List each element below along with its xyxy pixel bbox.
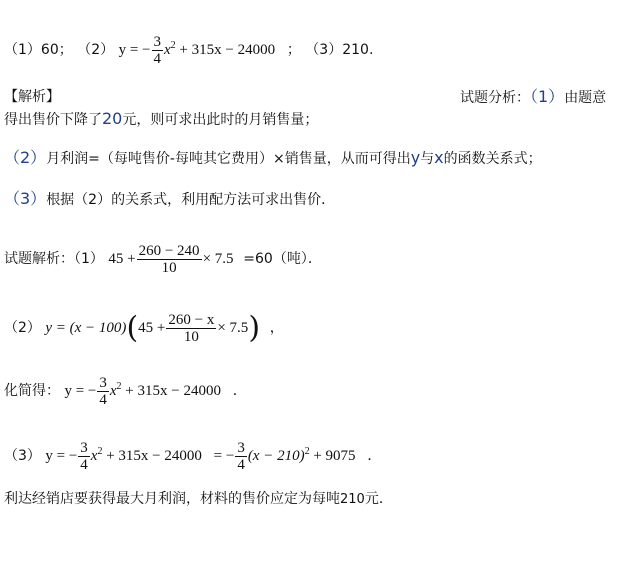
solution-part1 bbox=[4, 243, 322, 276]
analysis-text: 得出售价下降了 bbox=[4, 112, 102, 128]
analysis-text: 与 bbox=[420, 151, 435, 167]
separator: ； bbox=[286, 41, 301, 58]
answer-part1-label: （1） bbox=[4, 41, 41, 58]
analysis-right-label bbox=[460, 88, 606, 107]
answer-line bbox=[4, 34, 373, 67]
number: 210 bbox=[340, 492, 365, 507]
numerator: 3 bbox=[153, 34, 161, 50]
step-number: （3） bbox=[4, 189, 47, 208]
formula-text: × 7.5 bbox=[217, 319, 249, 336]
denominator: 4 bbox=[153, 51, 161, 67]
exponent: 2 bbox=[304, 445, 310, 457]
formula-text: (x − 210) bbox=[247, 447, 305, 464]
variable-x: x bbox=[90, 447, 98, 464]
analysis-text: 元，则可求出此时的月销售量； bbox=[122, 112, 319, 128]
result-text: =60（吨）． bbox=[243, 250, 322, 267]
fraction bbox=[152, 34, 164, 67]
denominator: 10 bbox=[161, 260, 177, 276]
numerator: 260 − x bbox=[168, 312, 215, 328]
formula-text: × 7.5 bbox=[202, 250, 234, 267]
period: ． bbox=[367, 447, 382, 464]
analysis-text: 的函数关系式； bbox=[443, 151, 542, 167]
analysis-step-2 bbox=[4, 149, 542, 168]
numerator: 3 bbox=[237, 440, 245, 456]
analysis-heading: 【解析】 bbox=[4, 89, 60, 105]
exponent: 2 bbox=[97, 445, 103, 457]
formula-text: = − bbox=[213, 447, 235, 464]
exponent: 2 bbox=[116, 380, 122, 392]
fraction bbox=[97, 375, 109, 408]
analysis-text: 由题意 bbox=[564, 90, 607, 106]
answer-part2-formula bbox=[118, 34, 279, 67]
solution-part3 bbox=[4, 440, 381, 473]
analysis-line-2 bbox=[4, 110, 318, 129]
solution-part2-formula bbox=[45, 310, 263, 346]
number: 20 bbox=[102, 109, 123, 128]
answer-part2-label: （2） bbox=[77, 41, 115, 58]
part-label: （3） bbox=[4, 447, 41, 464]
analysis-heading-line bbox=[4, 88, 60, 106]
exponent: 2 bbox=[170, 39, 176, 51]
simplify-label: 化简得： bbox=[4, 382, 60, 399]
part-label: （1） bbox=[74, 250, 104, 267]
numerator: 3 bbox=[99, 375, 107, 391]
fraction bbox=[166, 312, 216, 345]
formula-lhs: y = − bbox=[45, 447, 78, 464]
formula-tail: + 9075 bbox=[309, 447, 356, 464]
answer-part3-value: 210 bbox=[342, 41, 369, 58]
conclusion-text: 元． bbox=[364, 491, 393, 507]
fraction bbox=[137, 243, 202, 276]
variable-y: y bbox=[410, 148, 421, 167]
solution-heading: 试题解析： bbox=[4, 250, 74, 267]
fraction bbox=[235, 440, 247, 473]
variable-x: x bbox=[164, 41, 171, 58]
variable-x: x bbox=[109, 382, 117, 399]
numerator: 3 bbox=[80, 440, 88, 456]
denominator: 4 bbox=[237, 457, 245, 473]
formula-tail: + 315x − 24000 bbox=[175, 41, 276, 58]
separator: ， bbox=[269, 319, 284, 336]
formula-text: + 315x − 24000 bbox=[102, 447, 202, 464]
conclusion-text: 利达经销店要获得最大月利润，材料的售价应定为每吨 bbox=[4, 491, 340, 507]
solution-part1-formula bbox=[108, 243, 237, 276]
denominator: 4 bbox=[99, 392, 107, 408]
formula-text: 45 + bbox=[108, 250, 136, 267]
analysis-text: 月利润=（每吨售价-每吨其它费用）×销售量，从而可得出 bbox=[46, 151, 411, 167]
solution-part3-formula bbox=[45, 440, 359, 473]
simplified-line bbox=[4, 375, 247, 408]
separator: ； bbox=[58, 41, 73, 58]
variable-x: x bbox=[434, 148, 444, 167]
formula-text: y = (x − 100) bbox=[45, 319, 127, 336]
analysis-label: 试题分析： bbox=[460, 90, 530, 106]
period: ． bbox=[232, 382, 247, 399]
analysis-step-3 bbox=[4, 190, 335, 209]
numerator: 260 − 240 bbox=[138, 243, 200, 259]
formula-lhs: y = − bbox=[118, 41, 151, 58]
formula-tail: + 315x − 24000 bbox=[121, 382, 221, 399]
denominator: 4 bbox=[80, 457, 88, 473]
step-number: （1） bbox=[530, 87, 565, 106]
step-number: （2） bbox=[4, 148, 47, 167]
solution-part2 bbox=[4, 312, 284, 345]
period: . bbox=[368, 41, 374, 58]
answer-part3-label: （3） bbox=[305, 41, 343, 58]
part-label: （2） bbox=[4, 319, 41, 336]
formula-lhs: y = − bbox=[64, 382, 97, 399]
answer-part1-value: 60 bbox=[40, 41, 59, 58]
analysis-text: 根据（2）的关系式，利用配方法可求出售价． bbox=[46, 192, 336, 208]
denominator: 10 bbox=[183, 329, 199, 345]
fraction bbox=[78, 440, 90, 473]
right-paren: ) bbox=[248, 310, 261, 346]
left-paren: ( bbox=[126, 310, 139, 346]
formula-text: 45 + bbox=[138, 319, 166, 336]
conclusion-line bbox=[4, 490, 393, 509]
simplified-formula bbox=[64, 375, 224, 408]
